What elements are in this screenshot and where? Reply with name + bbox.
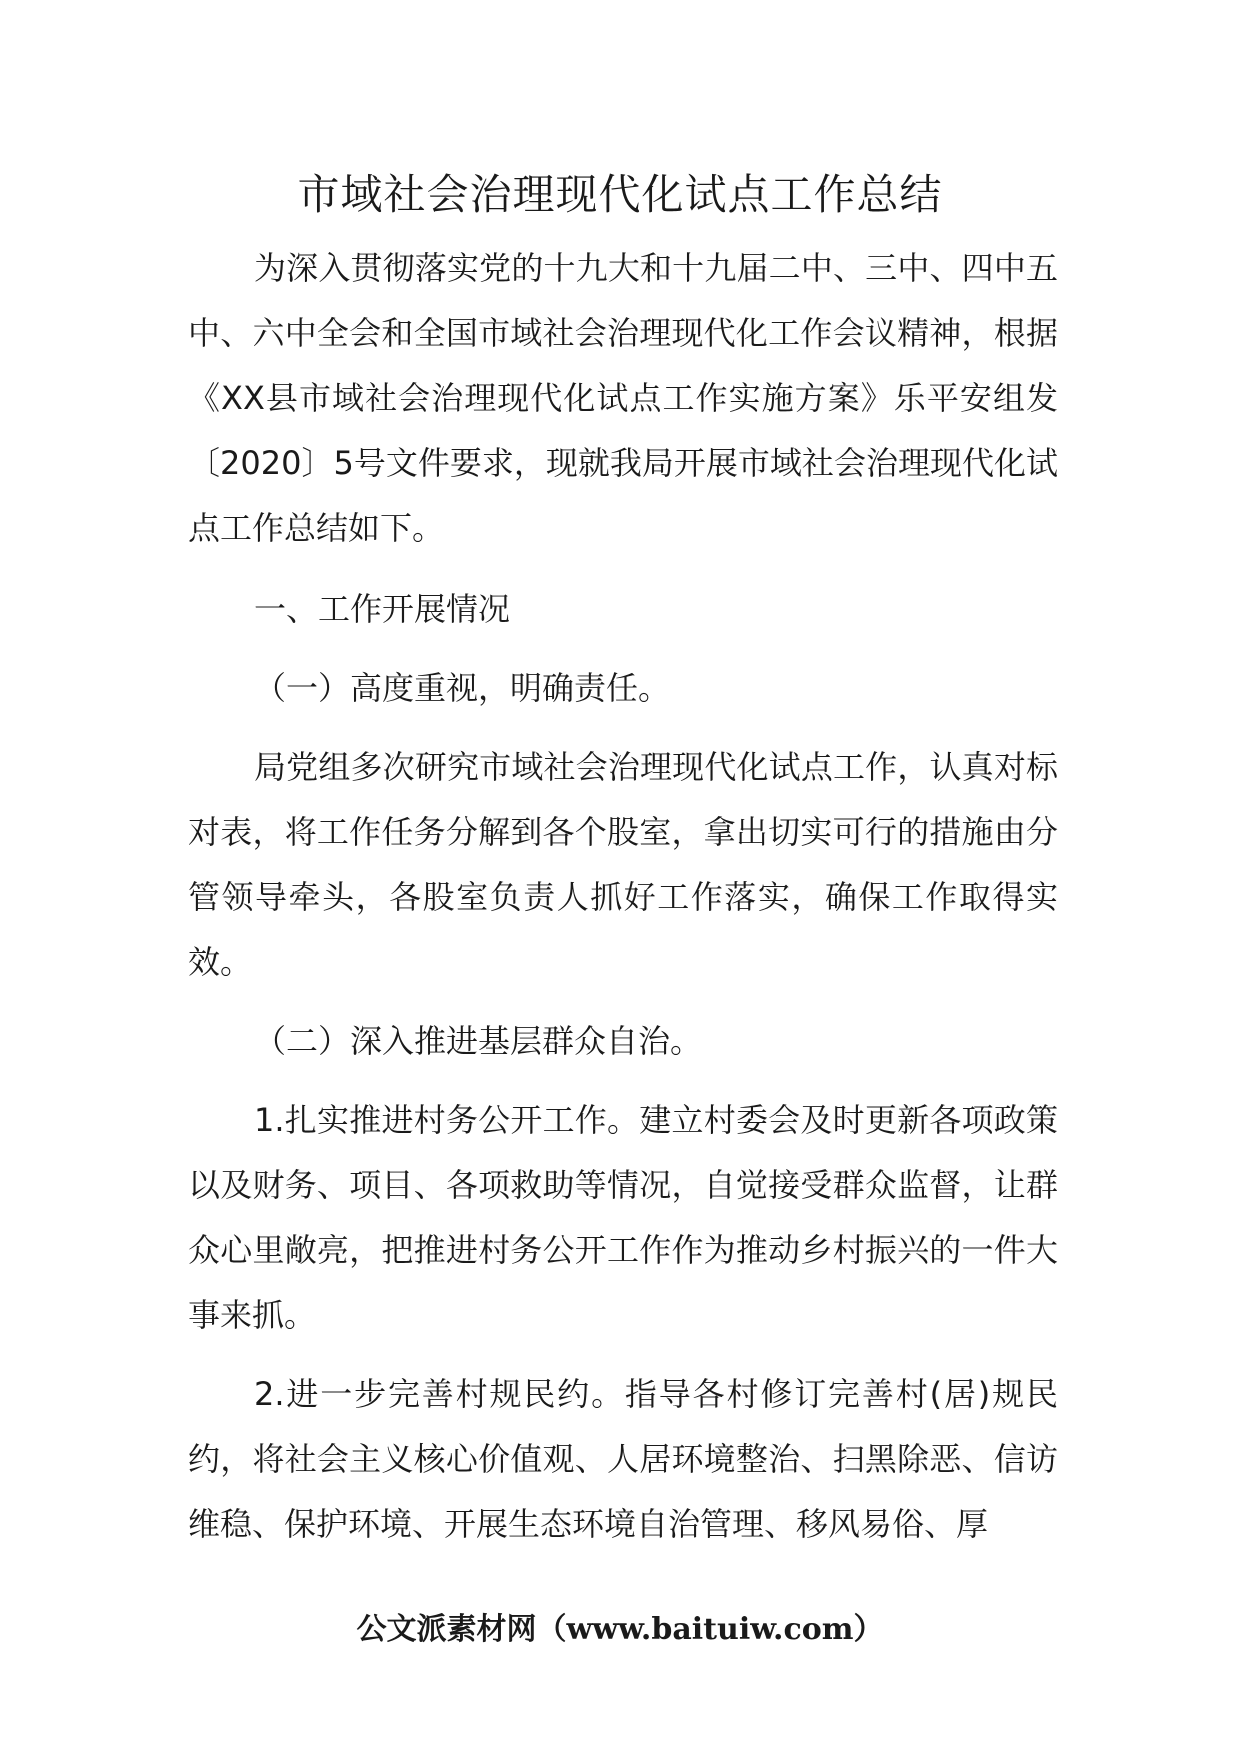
subsection-heading-2: （二）深入推进基层群众自治。 xyxy=(254,1022,703,1060)
paragraph-party-group: 局党组多次研究市域社会治理现代化试点工作，认真对标对表，将工作任务分解到各个股室，拿出切实可行的措施由分管领导牵头，各股室负责人抓好工作落实，确保工作取得实效。 xyxy=(188,748,1058,981)
paragraph-intro: 为深入贯彻落实党的十九大和十九届二中、三中、四中五中、六中全会和全国市域社会治理现代化工作会议精神，根据《XX县市域社会治理现代化试点工作实施方案》乐平安组发〔2020〕5号文件要求，现就我局开展市域社会治理现代化试点工作总结如下。 xyxy=(188,249,1058,547)
document-title: 市域社会治理现代化试点工作总结 xyxy=(297,170,943,219)
subsection-heading-1: （一）高度重视，明确责任。 xyxy=(254,669,671,707)
document-body xyxy=(188,236,1058,1557)
paragraph-village-rules: 2.进一步完善村规民约。指导各村修订完善村(居)规民约，将社会主义核心价值观、人居环境整治、扫黑除恶、信访维稳、保护环境、开展生态环境自治管理、移风易俗、厚 xyxy=(188,1375,1058,1543)
paragraph-village-affairs: 1.扎实推进村务公开工作。建立村委会及时更新各项政策以及财务、项目、各项救助等情况，自觉接受群众监督，让群众心里敞亮，把推进村务公开工作作为推动乡村振兴的一件大事来抓。 xyxy=(188,1101,1058,1334)
footer-watermark: 公文派素材网（www.baituiw.com） xyxy=(356,1612,884,1647)
section-heading-work-progress: 一、工作开展情况 xyxy=(254,590,511,628)
